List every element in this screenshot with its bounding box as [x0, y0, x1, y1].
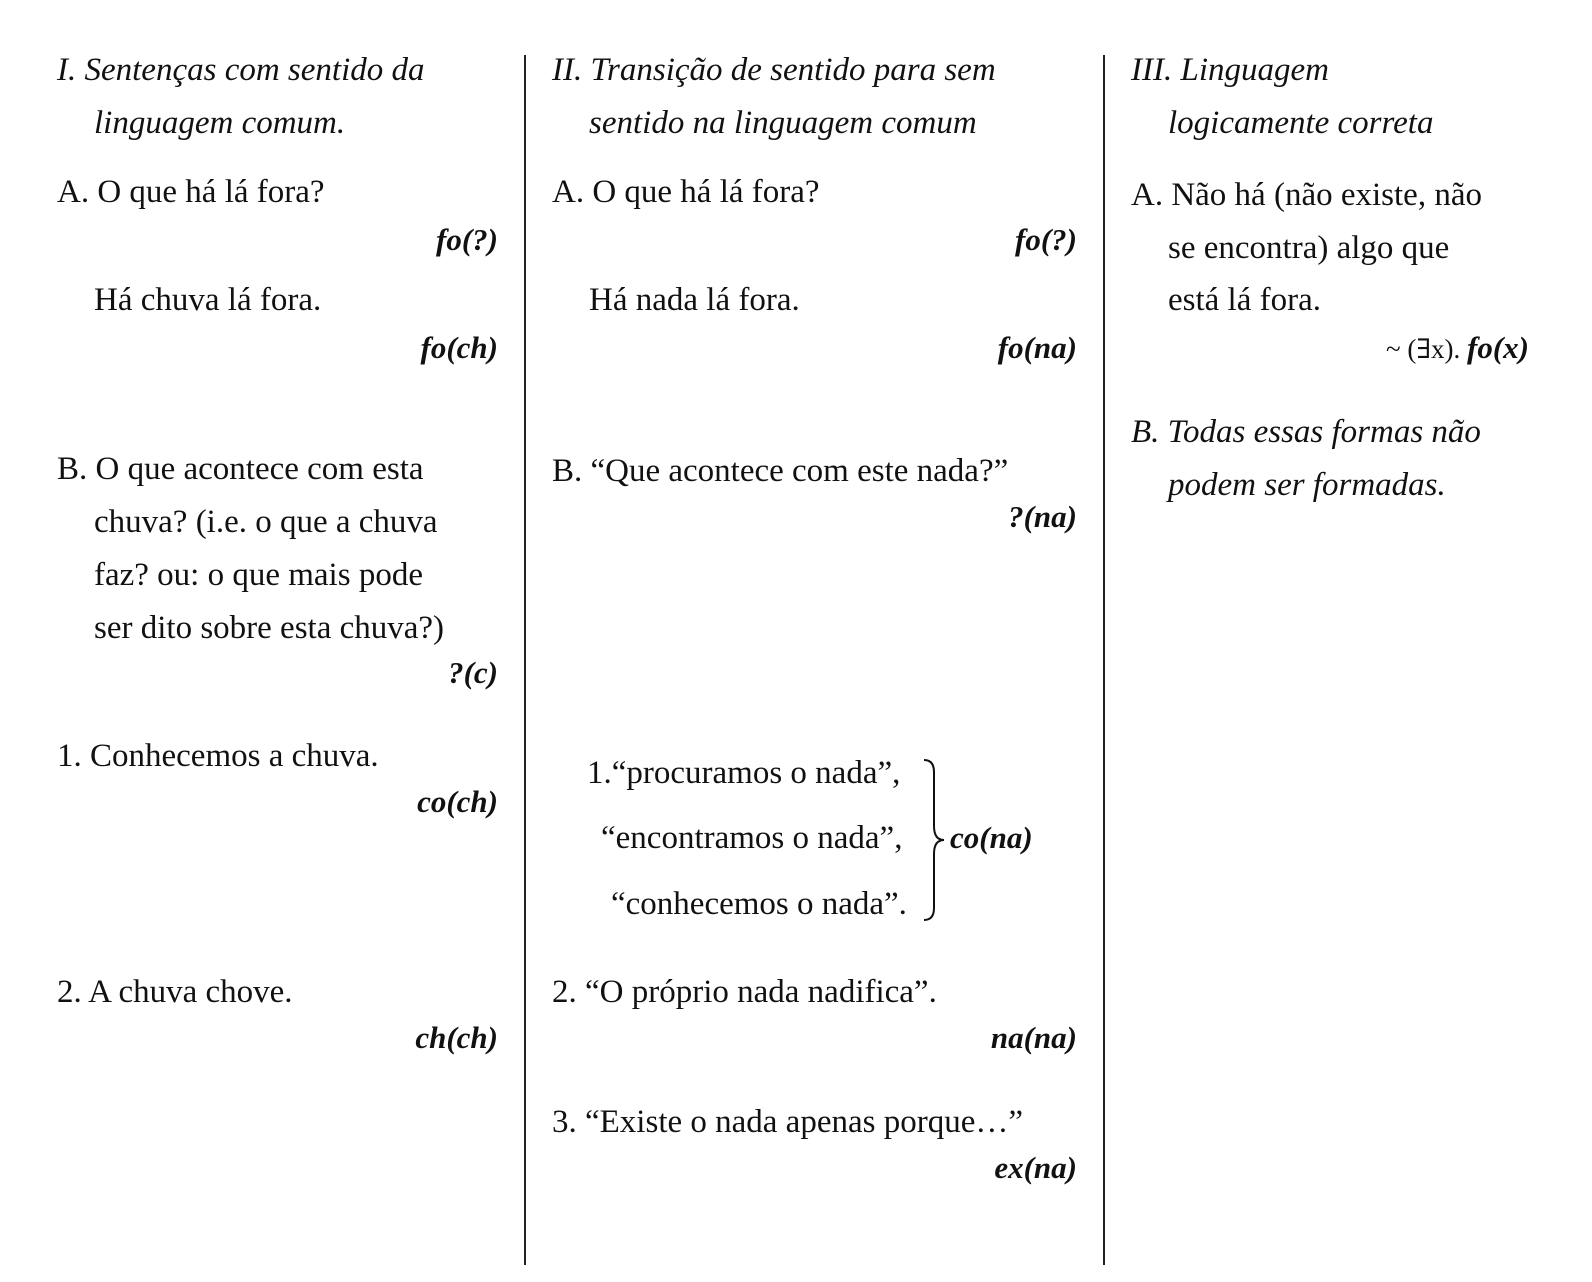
- answer-a: Há chuva lá fora.: [94, 282, 322, 318]
- question-b-line-3: faz? ou: o que mais pode: [94, 557, 423, 593]
- question-b: B. “Que acontece com este nada?”: [552, 453, 1009, 489]
- formula-item-1: co(ch): [417, 784, 498, 819]
- column-divider-left: [524, 55, 526, 1265]
- item-1-line-3: “conhecemos o nada”.: [611, 886, 907, 922]
- item-2: 2. “O próprio nada nadifica”.: [552, 974, 937, 1010]
- formula-item-1: co(na): [950, 820, 1033, 855]
- statement-a-line-3: está lá fora.: [1168, 282, 1321, 318]
- answer-a: Há nada lá fora.: [589, 282, 800, 318]
- column-heading-line-2: sentido na linguagem comum: [589, 105, 977, 141]
- formula-item-2: na(na): [990, 1020, 1077, 1055]
- statement-b-line-2: podem ser formadas.: [1168, 467, 1446, 503]
- formula-item-3: ex(na): [994, 1150, 1077, 1185]
- item-1-line-2: “encontramos o nada”,: [601, 820, 903, 856]
- question-b-line-1: B. O que acontece com esta: [57, 451, 424, 487]
- right-brace-icon: [922, 758, 946, 922]
- formula-question-b: ?(na): [1008, 499, 1077, 534]
- question-a: A. O que há lá fora?: [57, 174, 325, 210]
- formula-question-a: fo(?): [1015, 222, 1077, 257]
- formula-prefix: ~ (∃x).: [1386, 334, 1461, 364]
- item-3: 3. “Existe o nada apenas porque…”: [552, 1104, 1023, 1140]
- statement-b-line-1: B. Todas essas formas não: [1131, 414, 1481, 450]
- column-heading-line-2: logicamente correta: [1168, 105, 1434, 141]
- statement-a-line-2: se encontra) algo que: [1168, 230, 1450, 266]
- item-1: 1. Conhecemos a chuva.: [57, 738, 379, 774]
- column-heading-line-1: III. Linguagem: [1131, 52, 1329, 88]
- formula-answer-a: fo(ch): [420, 330, 498, 365]
- formula-answer-a: fo(na): [997, 330, 1077, 365]
- item-2: 2. A chuva chove.: [57, 974, 293, 1010]
- question-b-line-4: ser dito sobre esta chuva?): [94, 610, 445, 646]
- formula-statement-a: [1386, 328, 1529, 369]
- formula-question-a: fo(?): [436, 222, 498, 257]
- formula-main: fo(x): [1467, 330, 1529, 365]
- statement-a-line-1: A. Não há (não existe, não: [1131, 177, 1482, 213]
- column-heading-line-1: I. Sentenças com sentido da: [57, 52, 425, 88]
- column-divider-right: [1103, 55, 1105, 1265]
- formula-question-b: ?(c): [448, 655, 498, 690]
- question-a: A. O que há lá fora?: [552, 174, 820, 210]
- question-b-line-2: chuva? (i.e. o que a chuva: [94, 504, 438, 540]
- item-1-line-1: 1.“procuramos o nada”,: [587, 755, 901, 791]
- formula-item-2: ch(ch): [415, 1020, 498, 1055]
- column-heading-line-1: II. Transição de sentido para sem: [552, 52, 996, 88]
- column-heading-line-2: linguagem comum.: [94, 105, 346, 141]
